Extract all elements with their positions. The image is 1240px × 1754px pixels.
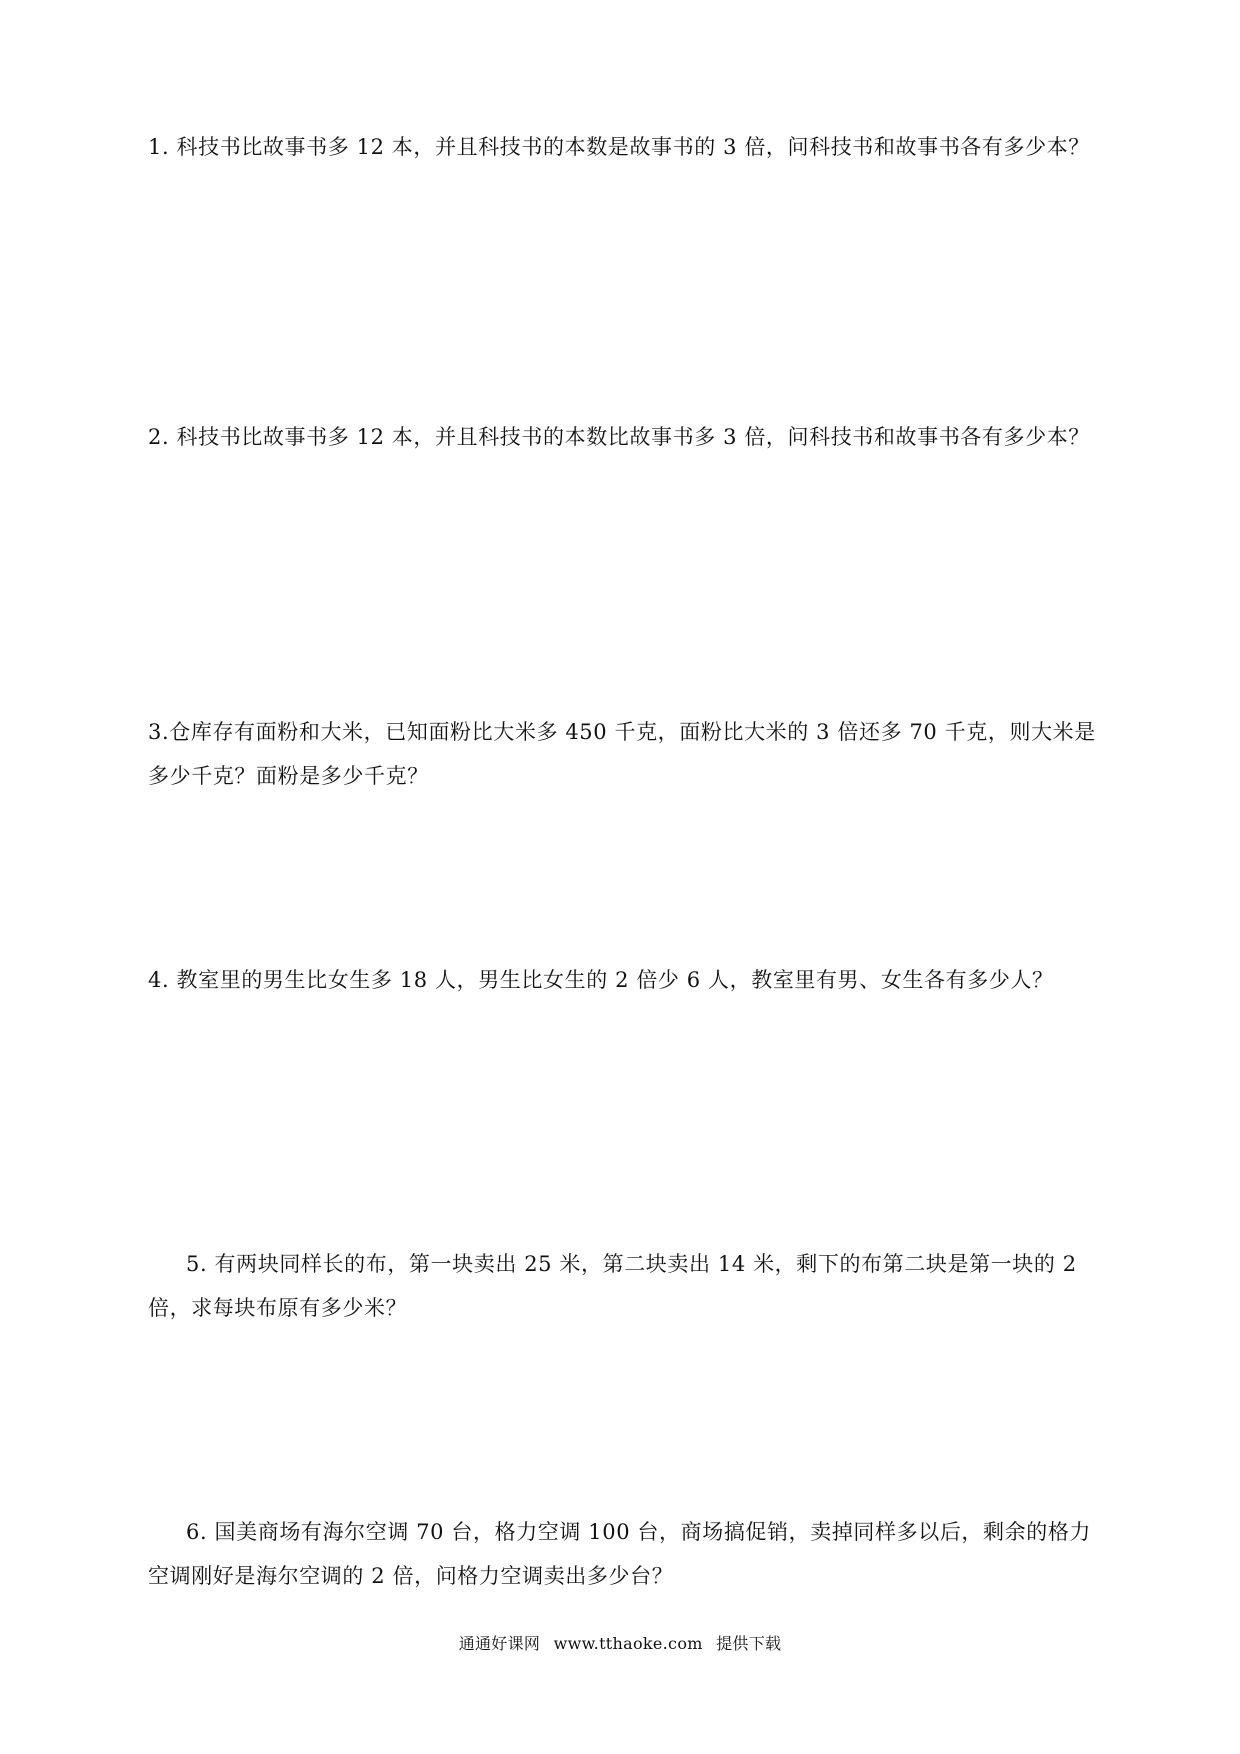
problem-text: 有两块同样长的布，第一块卖出 25 米，第二块卖出 14 米，剩下的布第二块是第一块的 2 倍，求每块布原有多少米？ [148,1252,1077,1320]
footer-url: www.tthaoke.com [553,1634,703,1653]
problem-2 [148,415,1100,459]
problem-4 [148,958,1100,1002]
problem-number: 2. [148,425,170,449]
problem-1 [148,125,1100,169]
problem-6 [148,1510,1100,1598]
problem-number: 3. [148,720,170,744]
footer-site-name: 通通好课网 [458,1634,541,1653]
problem-text: 科技书比故事书多 12 本，并且科技书的本数比故事书多 3 倍，问科技书和故事书各有多少本？ [176,425,1090,449]
problem-number: 4. [148,968,170,992]
problem-number: 5. [186,1252,208,1276]
problem-text: 国美商场有海尔空调 70 台，格力空调 100 台，商场搞促销，卖掉同样多以后，剩余的格力空调刚好是海尔空调的 2 倍，问格力空调卖出多少台？ [148,1520,1092,1588]
problem-3 [148,710,1100,798]
problem-text: 教室里的男生比女生多 18 人，男生比女生的 2 倍少 6 人，教室里有男、女生各有多少人？ [176,968,1054,992]
problem-text: 仓库存有面粉和大米，已知面粉比大米多 450 千克，面粉比大米的 3 倍还多 70 千克，则大米是多少千克？面粉是多少千克？ [148,720,1096,788]
problem-5 [148,1242,1100,1330]
footer-suffix: 提供下载 [716,1634,782,1653]
problem-number: 1. [148,135,170,159]
page-footer [0,1632,1240,1656]
problem-number: 6. [186,1520,208,1544]
problem-text: 科技书比故事书多 12 本，并且科技书的本数是故事书的 3 倍，问科技书和故事书各有多少本？ [176,135,1090,159]
